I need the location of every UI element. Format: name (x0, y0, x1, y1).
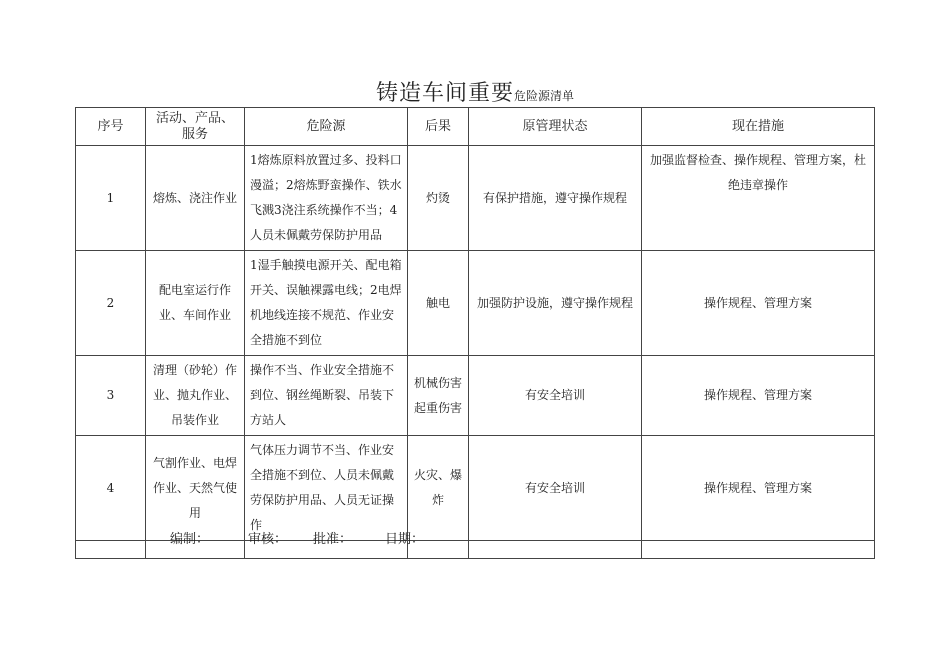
cell-no: 2 (76, 251, 146, 356)
cell-current-measures: 操作规程、管理方案 (642, 436, 875, 541)
reviewed-by-label: 审核： (248, 532, 288, 547)
header-original-status: 原管理状态 (469, 108, 642, 146)
table-row (76, 251, 875, 356)
header-row (76, 108, 875, 146)
header-current-measures: 现在措施 (642, 108, 875, 146)
cell-consequence: 机械伤害起重伤害 (408, 356, 469, 436)
cell-activity: 配电室运行作业、车间作业 (146, 251, 245, 356)
table-row (76, 356, 875, 436)
cell-activity: 气割作业、电焊作业、天然气使用 (146, 436, 245, 541)
cell-current-measures (642, 541, 875, 559)
cell-consequence: 灼烫 (408, 146, 469, 251)
header-activity: 活动、产品、服务 (146, 108, 245, 146)
header-consequence: 后果 (408, 108, 469, 146)
cell-consequence: 火灾、爆炸 (408, 436, 469, 541)
cell-original-status: 有安全培训 (469, 436, 642, 541)
title-main: 铸造车间重要 (375, 81, 514, 106)
document-title (0, 76, 950, 107)
cell-current-measures: 操作规程、管理方案 (642, 356, 875, 436)
approved-by-label: 批准： (313, 532, 353, 547)
cell-no: 4 (76, 436, 146, 541)
cell-activity: 熔炼、浇注作业 (146, 146, 245, 251)
cell-no: 3 (76, 356, 146, 436)
signature-footer (170, 528, 424, 547)
hazard-table (75, 107, 875, 559)
cell-hazard: 1湿手触摸电源开关、配电箱开关、误触裸露电线；2电焊机地线连接不规范、作业安全措施不到位 (245, 251, 408, 356)
cell-original-status: 有安全培训 (469, 356, 642, 436)
cell-activity: 清理（砂轮）作业、抛丸作业、吊装作业 (146, 356, 245, 436)
cell-original-status: 加强防护设施，遵守操作规程 (469, 251, 642, 356)
date-label: 日期： (385, 532, 425, 547)
cell-hazard: 操作不当、作业安全措施不到位、钢丝绳断裂、吊装下方站人 (245, 356, 408, 436)
cell-hazard: 气体压力调节不当、作业安全措施不到位、人员未佩戴劳保防护用品、人员无证操作 (245, 436, 408, 541)
cell-current-measures: 操作规程、管理方案 (642, 251, 875, 356)
cell-no: 1 (76, 146, 146, 251)
header-no: 序号 (76, 108, 146, 146)
cell-hazard: 1熔炼原料放置过多、投料口漫溢；2熔炼野蛮操作、铁水飞溅3浇注系统操作不当；4人员未佩戴劳保防护用品 (245, 146, 408, 251)
title-suffix: 危险源清单 (514, 89, 575, 103)
cell-original-status (469, 541, 642, 559)
cell-original-status: 有保护措施，遵守操作规程 (469, 146, 642, 251)
table-row (76, 146, 875, 251)
cell-consequence: 触电 (408, 251, 469, 356)
cell-no (76, 541, 146, 559)
table-row (76, 436, 875, 541)
cell-current-measures: 加强监督检查、操作规程、管理方案，杜绝违章操作 (642, 146, 875, 251)
compiled-by-label: 编制： (170, 532, 210, 547)
header-hazard: 危险源 (245, 108, 408, 146)
